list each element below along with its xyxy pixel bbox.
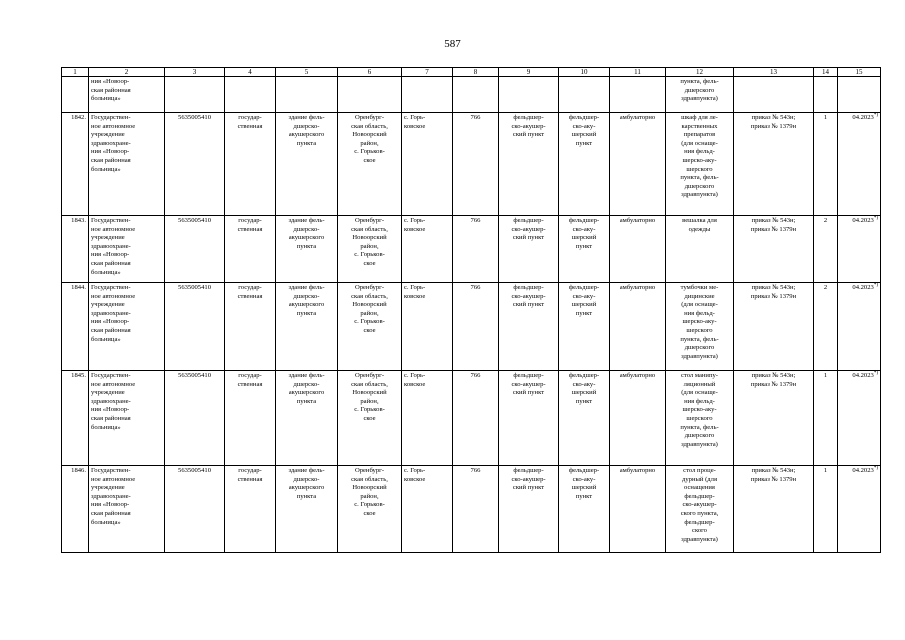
cell-building: здание фель- дшерско- акушерского пункта (276, 113, 338, 216)
cell-locality: с. Горь- ковское (402, 371, 453, 466)
cell-unit-type: фельдшер- ско-аку- шерский пункт (559, 466, 610, 553)
cell-care-mode: амбулаторно (610, 371, 666, 466)
cell-equipment: шкаф для ле- карственных препаратов (для оснаще- ния фельд- шерско-аку- шерского пункта, фель- дшерского здравпункта) (666, 113, 734, 216)
cell-unit-type: фельдшер- ско-аку- шерский пункт (559, 113, 610, 216)
cell-organization: Государствен- ное автономное учреждение здравоохране- ния «Новоор- ская районная больница» (89, 466, 165, 553)
cell-empty (276, 77, 338, 113)
footnote-mark: *) (873, 282, 878, 288)
continuation-row (62, 77, 881, 113)
date-value: 04.2023 (852, 114, 874, 121)
cell-row-number: 1843. (62, 216, 89, 283)
cell-address: Оренбург- ская область, Новоорский район, с. Горьков- ское (338, 216, 402, 283)
cell-care-mode: амбулаторно (610, 216, 666, 283)
cell-locality: с. Горь- ковское (402, 216, 453, 283)
column-number: 10 (559, 68, 610, 77)
cell-empty (402, 77, 453, 113)
cell-order: приказ № 543н; приказ № 1379н (734, 466, 814, 553)
cell-equipment: пункта, фель- дшерского здравпункта) (666, 77, 734, 113)
cell-empty (734, 77, 814, 113)
column-number: 6 (338, 68, 402, 77)
cell-empty (62, 77, 89, 113)
cell-equipment: стол манипу- ляционный (для оснаще- ния фельд- шерско-аку- шерского пункта, фель- дшерского здравпункта) (666, 371, 734, 466)
cell-ownership: государ- ственная (225, 283, 276, 371)
cell-equipment: вешалка для одежды (666, 216, 734, 283)
column-number: 8 (453, 68, 499, 77)
column-number: 11 (610, 68, 666, 77)
cell-date (838, 371, 881, 466)
column-number: 9 (499, 68, 559, 77)
cell-locality: с. Горь- ковское (402, 283, 453, 371)
column-number: 4 (225, 68, 276, 77)
cell-care-mode: амбулаторно (610, 466, 666, 553)
cell-date (838, 216, 881, 283)
column-number: 15 (838, 68, 881, 77)
column-number: 12 (666, 68, 734, 77)
column-number-row (62, 68, 881, 77)
cell-care-mode: амбулаторно (610, 113, 666, 216)
cell-unit: фельдшер- ско-акушер- ский пункт (499, 113, 559, 216)
cell-unit: фельдшер- ско-акушер- ский пункт (499, 216, 559, 283)
cell-building: здание фель- дшерско- акушерского пункта (276, 371, 338, 466)
cell-address: Оренбург- ская область, Новоорский район, с. Горьков- ское (338, 283, 402, 371)
date-value: 04.2023 (852, 467, 874, 474)
cell-row-number: 1845. (62, 371, 89, 466)
column-number: 1 (62, 68, 89, 77)
table-row (62, 371, 881, 466)
cell-inn: 5635005410 (165, 466, 225, 553)
cell-code: 766 (453, 371, 499, 466)
column-number: 14 (814, 68, 838, 77)
cell-address: Оренбург- ская область, Новоорский район, с. Горьков- ское (338, 466, 402, 553)
cell-address: Оренбург- ская область, Новоорский район, с. Горьков- ское (338, 113, 402, 216)
cell-empty (225, 77, 276, 113)
cell-order: приказ № 543н; приказ № 1379н (734, 113, 814, 216)
footnote-mark: *) (873, 112, 878, 118)
cell-equipment: тумбочки ме- дицинские (для оснаще- ния фельд- шерско-аку- шерского пункта, фель- дшерского здравпункта) (666, 283, 734, 371)
cell-unit-type: фельдшер- ско-аку- шерский пункт (559, 216, 610, 283)
cell-inn: 5635005410 (165, 371, 225, 466)
cell-empty (165, 77, 225, 113)
cell-care-mode: амбулаторно (610, 283, 666, 371)
cell-row-number: 1846. (62, 466, 89, 553)
cell-ownership: государ- ственная (225, 466, 276, 553)
cell-order: приказ № 543н; приказ № 1379н (734, 283, 814, 371)
cell-empty (499, 77, 559, 113)
footnote-mark: *) (873, 215, 878, 221)
cell-building: здание фель- дшерско- акушерского пункта (276, 466, 338, 553)
cell-building: здание фель- дшерско- акушерского пункта (276, 283, 338, 371)
date-value: 04.2023 (852, 217, 874, 224)
footnote-mark: *) (873, 465, 878, 471)
cell-inn: 5635005410 (165, 283, 225, 371)
cell-quantity: 2 (814, 216, 838, 283)
column-number: 13 (734, 68, 814, 77)
column-number: 7 (402, 68, 453, 77)
cell-locality: с. Горь- ковское (402, 466, 453, 553)
cell-date (838, 113, 881, 216)
cell-inn: 5635005410 (165, 216, 225, 283)
cell-organization: Государствен- ное автономное учреждение здравоохране- ния «Новоор- ская районная больница» (89, 113, 165, 216)
cell-locality: с. Горь- ковское (402, 113, 453, 216)
page-number: 587 (444, 38, 461, 50)
cell-empty (838, 77, 881, 113)
cell-code: 766 (453, 216, 499, 283)
date-value: 04.2023 (852, 372, 874, 379)
cell-unit: фельдшер- ско-акушер- ский пункт (499, 466, 559, 553)
table-row (62, 113, 881, 216)
cell-row-number: 1842. (62, 113, 89, 216)
equipment-table (61, 67, 881, 553)
cell-empty (814, 77, 838, 113)
cell-unit: фельдшер- ско-акушер- ский пункт (499, 283, 559, 371)
date-value: 04.2023 (852, 284, 874, 291)
cell-ownership: государ- ственная (225, 371, 276, 466)
cell-organization: Государствен- ное автономное учреждение здравоохране- ния «Новоор- ская районная больница» (89, 283, 165, 371)
cell-quantity: 1 (814, 466, 838, 553)
cell-order: приказ № 543н; приказ № 1379н (734, 216, 814, 283)
cell-unit-type: фельдшер- ско-аку- шерский пункт (559, 371, 610, 466)
cell-ownership: государ- ственная (225, 216, 276, 283)
cell-order: приказ № 543н; приказ № 1379н (734, 371, 814, 466)
column-number: 5 (276, 68, 338, 77)
cell-quantity: 1 (814, 371, 838, 466)
cell-code: 766 (453, 283, 499, 371)
column-number: 3 (165, 68, 225, 77)
cell-equipment: стол проце- дурный (для оснащения фельдшер- ско-акушер- ского пункта, фельдшер- ского здравпункта) (666, 466, 734, 553)
cell-empty (453, 77, 499, 113)
table-row (62, 216, 881, 283)
cell-empty (559, 77, 610, 113)
cell-code: 766 (453, 466, 499, 553)
column-number: 2 (89, 68, 165, 77)
cell-organization: ния «Новоор- ская районная больница» (89, 77, 165, 113)
cell-address: Оренбург- ская область, Новоорский район, с. Горьков- ское (338, 371, 402, 466)
cell-date (838, 466, 881, 553)
cell-organization: Государствен- ное автономное учреждение здравоохране- ния «Новоор- ская районная больница» (89, 371, 165, 466)
cell-date (838, 283, 881, 371)
cell-ownership: государ- ственная (225, 113, 276, 216)
cell-building: здание фель- дшерско- акушерского пункта (276, 216, 338, 283)
cell-unit: фельдшер- ско-акушер- ский пункт (499, 371, 559, 466)
cell-unit-type: фельдшер- ско-аку- шерский пункт (559, 283, 610, 371)
cell-empty (338, 77, 402, 113)
footnote-mark: *) (873, 370, 878, 376)
cell-code: 766 (453, 113, 499, 216)
cell-organization: Государствен- ное автономное учреждение здравоохране- ния «Новоор- ская районная больница» (89, 216, 165, 283)
cell-row-number: 1844. (62, 283, 89, 371)
table-row (62, 466, 881, 553)
cell-inn: 5635005410 (165, 113, 225, 216)
table-row (62, 283, 881, 371)
cell-quantity: 1 (814, 113, 838, 216)
cell-quantity: 2 (814, 283, 838, 371)
cell-empty (610, 77, 666, 113)
